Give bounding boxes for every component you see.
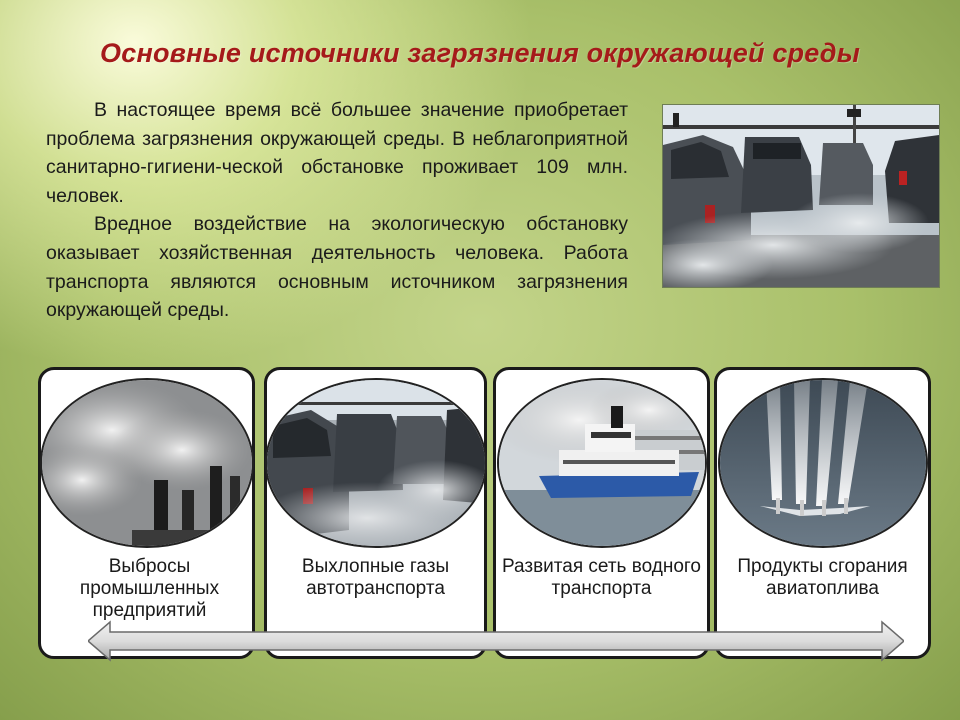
card-industrial-emissions bbox=[38, 367, 255, 659]
traffic-exhaust-photo bbox=[662, 104, 940, 288]
factory-smokestacks-icon bbox=[40, 378, 254, 548]
card-water-transport bbox=[493, 367, 710, 659]
card-label: Выбросы промышленных предприятий bbox=[79, 556, 220, 621]
card-label: Продукты сгорания авиатоплива bbox=[737, 556, 908, 599]
paragraph-1: В настоящее время всё большее значение приобретает проблема загрязнения окружающей среды. В неблагоприятной санитарно-гигиени-ческой обстановке проживает 109 млн. человек. bbox=[46, 99, 628, 207]
car-exhaust-icon bbox=[265, 378, 487, 548]
paragraph-2: Вредное воздействие на экологическую обстановку оказывает хозяйственная деятельность человека. Работа транспорта являются основным источником загрязнения окружающей среды. bbox=[46, 213, 628, 322]
card-aviation-fuel bbox=[714, 367, 931, 659]
ship-smoke-icon bbox=[497, 378, 707, 548]
page-title: Основные источники загрязнения окружающей среды bbox=[100, 38, 860, 68]
double-arrow-icon bbox=[88, 620, 904, 662]
card-label: Развитая сеть водного транспорта bbox=[501, 556, 701, 599]
card-label: Выхлопные газы автотранспорта bbox=[301, 556, 450, 599]
card-vehicle-exhaust bbox=[264, 367, 487, 659]
body-text bbox=[46, 96, 628, 325]
airplane-contrails-icon bbox=[718, 378, 928, 548]
